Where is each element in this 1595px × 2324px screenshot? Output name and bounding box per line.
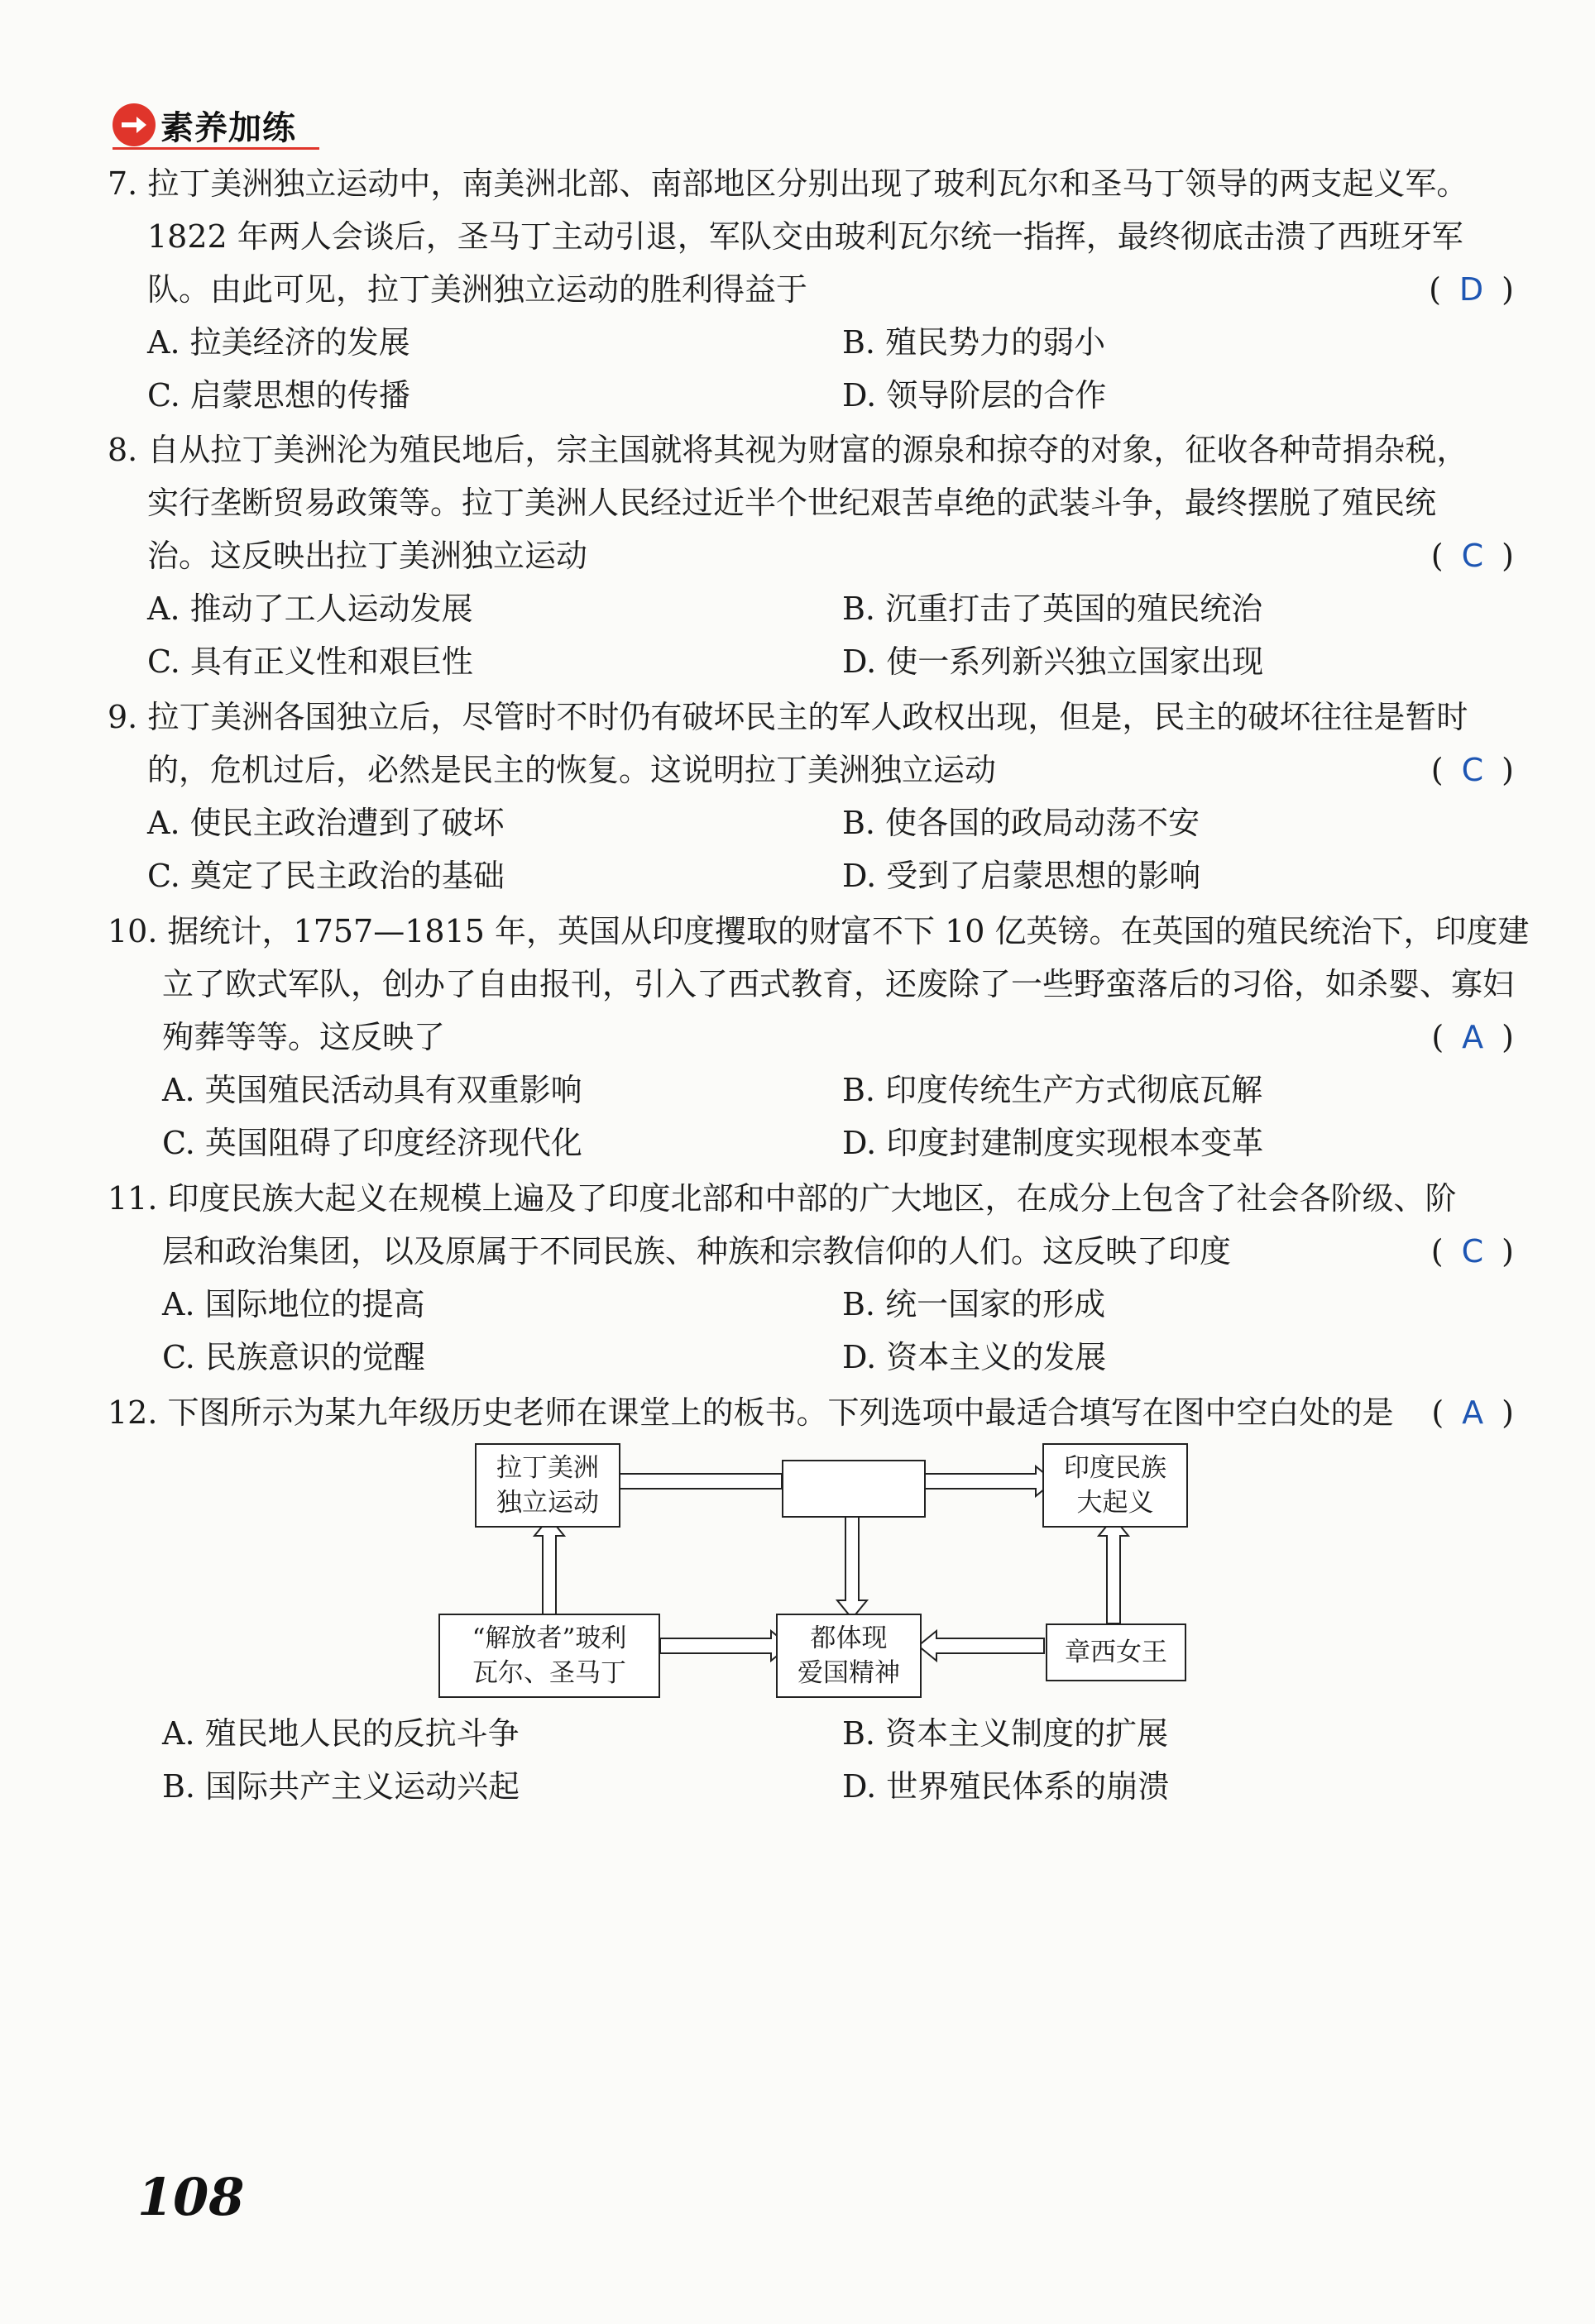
answer-letter: C xyxy=(1461,752,1484,788)
question-9 xyxy=(108,691,1514,902)
option-a: A. 英国殖民活动具有双重影响 xyxy=(162,1072,582,1108)
box-text: 大起义 xyxy=(1076,1488,1154,1518)
question-text-line: 的，危机过后，必然是民主的恢复。这说明拉丁美洲独立运动 xyxy=(147,752,997,788)
question-text-line: 9. 拉丁美洲各国独立后，尽管时不时仍有破坏民主的军人政权出现，但是，民主的破坏往往是暂时 xyxy=(108,699,1468,735)
question-text-line: 1822 年两人会谈后，圣马丁主动引退，军队交由玻利瓦尔统一指挥，最终彻底击溃了西班牙军 xyxy=(147,218,1463,255)
section-title: 素养加练 xyxy=(160,108,296,147)
option-d: D. 使一系列新兴独立国家出现 xyxy=(842,643,1264,680)
question-text-line: 治。这反映出拉丁美洲独立运动 xyxy=(147,538,588,574)
question-text-line: 殉葬等等。这反映了 xyxy=(162,1019,446,1055)
answer-bracket: ( A ) xyxy=(1431,1019,1514,1055)
question-11 xyxy=(108,1172,1514,1384)
option-c: C. 民族意识的觉醒 xyxy=(162,1339,425,1375)
question-text-line: 层和政治集团，以及原属于不同民族、种族和宗教信仰的人们。这反映了印度 xyxy=(162,1233,1232,1270)
option-c: C. 启蒙思想的传播 xyxy=(147,377,410,414)
box-text: 拉丁美洲 xyxy=(496,1453,599,1483)
option-b: B. 殖民势力的弱小 xyxy=(842,324,1106,361)
queen-box xyxy=(1046,1623,1186,1681)
option-c: C. 具有正义性和艰巨性 xyxy=(147,643,473,680)
option-c: C. 奠定了民主政治的基础 xyxy=(147,858,505,894)
answer-letter: D xyxy=(1458,271,1484,308)
question-text-line: 12. 下图所示为某九年级历史老师在课堂上的板书。下列选项中最适合填写在图中空白处的是 xyxy=(108,1394,1394,1431)
answer-bracket: ( A ) xyxy=(1431,1394,1514,1431)
latin-america-box xyxy=(475,1443,620,1528)
option-b: B. 沉重打击了英国的殖民统治 xyxy=(842,591,1263,627)
answer-letter: C xyxy=(1461,1233,1484,1270)
option-d: D. 资本主义的发展 xyxy=(842,1339,1107,1375)
blackboard-diagram xyxy=(430,1443,1208,1708)
page-number: 108 xyxy=(137,2167,245,2227)
question-text-line: 队。由此可见，拉丁美洲独立运动的胜利得益于 xyxy=(147,271,808,308)
question-text-line: 11. 印度民族大起义在规模上遍及了印度北部和中部的广大地区，在成分上包含了社会各阶级、阶 xyxy=(108,1180,1457,1217)
box-text: 瓦尔、圣马丁 xyxy=(472,1658,626,1688)
box-text: 章西女王 xyxy=(1065,1638,1167,1667)
option-b: B. 资本主义制度的扩展 xyxy=(842,1715,1169,1752)
box-text: 印度民族 xyxy=(1064,1453,1166,1483)
question-text-line: 8. 自从拉丁美洲沦为殖民地后，宗主国就将其视为财富的源泉和掠夺的对象，征收各种苛捐杂税， xyxy=(108,432,1468,468)
option-a: A. 国际地位的提高 xyxy=(162,1286,425,1322)
question-12 xyxy=(108,1386,1514,1439)
arrow-right-icon xyxy=(660,1631,789,1661)
question-8 xyxy=(108,423,1514,688)
liberators-box xyxy=(438,1614,660,1698)
question-10 xyxy=(108,905,1530,1169)
patriotism-box xyxy=(776,1614,922,1698)
box-text: 都体现 xyxy=(810,1623,888,1653)
box-text: “解放者”玻利 xyxy=(472,1623,627,1653)
answer-letter: C xyxy=(1461,538,1484,574)
answer-letter: A xyxy=(1462,1394,1484,1431)
answer-bracket: ( C ) xyxy=(1430,538,1514,574)
option-d: D. 受到了启蒙思想的影响 xyxy=(842,858,1201,894)
answer-letter: A xyxy=(1462,1019,1484,1055)
option-a: A. 殖民地人民的反抗斗争 xyxy=(162,1715,520,1752)
option-d: D. 世界殖民体系的崩溃 xyxy=(842,1768,1170,1805)
option-a: A. 使民主政治遭到了破坏 xyxy=(147,805,505,841)
option-c: C. 英国阻碍了印度经济现代化 xyxy=(162,1125,582,1161)
option-b: B. 使各国的政局动荡不安 xyxy=(842,805,1200,841)
arrow-right-circle-icon xyxy=(113,103,156,146)
box-text: 独立运动 xyxy=(496,1488,599,1518)
option-d: D. 印度封建制度实现根本变革 xyxy=(842,1125,1264,1161)
question-text-line: 立了欧式军队，创办了自由报刊，引入了西式教育，还废除了一些野蛮落后的习俗，如杀婴、寡妇 xyxy=(162,966,1515,1002)
blank-box xyxy=(782,1460,926,1518)
option-b: B. 统一国家的形成 xyxy=(842,1286,1106,1322)
option-a: A. 推动了工人运动发展 xyxy=(147,591,473,627)
arrow-up-icon xyxy=(1099,1518,1128,1623)
option-b: B. 印度传统生产方式彻底瓦解 xyxy=(842,1072,1263,1108)
question-7 xyxy=(108,157,1514,422)
answer-bracket: ( C ) xyxy=(1430,752,1514,788)
arrow-left-icon xyxy=(918,1631,1044,1661)
answer-bracket: ( C ) xyxy=(1430,1233,1514,1270)
option-d: D. 领导阶层的合作 xyxy=(842,377,1107,414)
question-12-options xyxy=(108,1707,1514,1813)
question-text-line: 10. 据统计，1757—1815 年，英国从印度攫取的财富不下 10 亿英镑。在英国的殖民统治下，印度建 xyxy=(108,913,1530,949)
arrow-up-icon xyxy=(534,1518,564,1615)
header-underline xyxy=(113,147,319,150)
question-text-line: 7. 拉丁美洲独立运动中，南美洲北部、南部地区分别出现了玻利瓦尔和圣马丁领导的两支起义军。 xyxy=(108,165,1468,202)
box-text: 爱国精神 xyxy=(798,1658,900,1688)
section-header xyxy=(113,101,296,149)
option-a: A. 拉美经济的发展 xyxy=(147,324,410,361)
india-uprising-box xyxy=(1042,1443,1188,1528)
option-c: B. 国际共产主义运动兴起 xyxy=(162,1768,520,1805)
question-text-line: 实行垄断贸易政策等。拉丁美洲人民经过近半个世纪艰苦卓绝的武装斗争，最终摆脱了殖民统 xyxy=(147,485,1437,521)
answer-bracket: ( D ) xyxy=(1429,271,1514,308)
arrow-right-icon xyxy=(922,1466,1054,1496)
arrow-down-icon xyxy=(837,1516,867,1619)
